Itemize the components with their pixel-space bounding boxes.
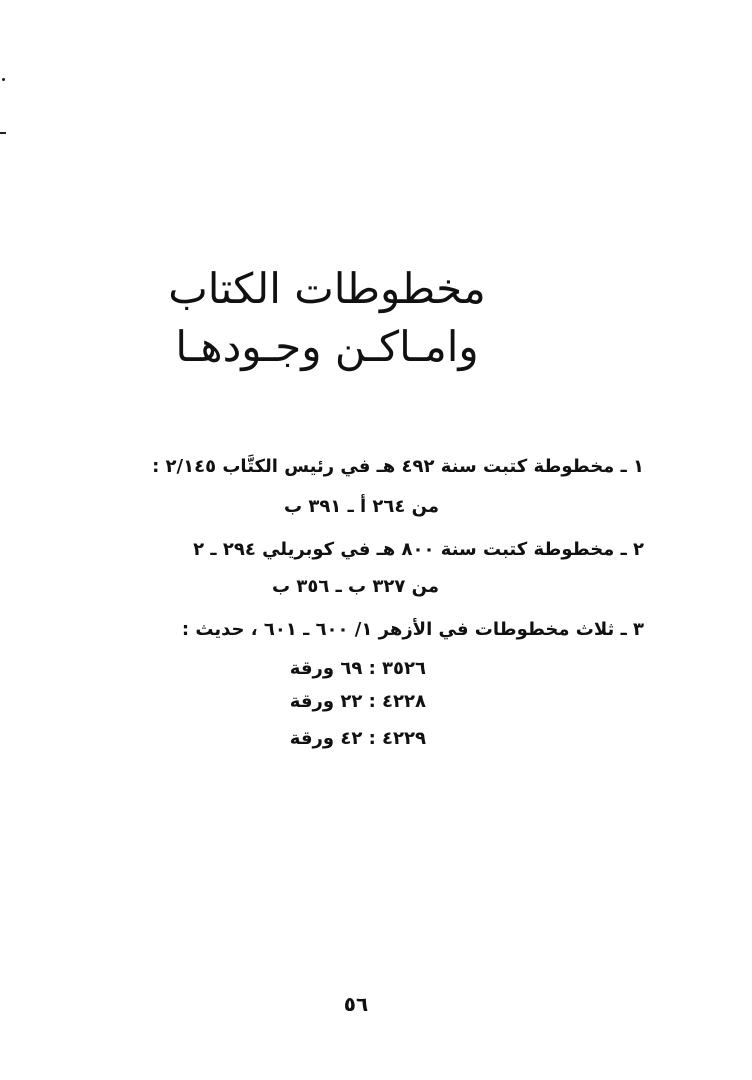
page-title — [147, 260, 507, 376]
manuscript-entry-3: ٤٢٢٩ : ٤٢ ورقة — [289, 728, 426, 749]
list-item-2: ٢ ـ مخطوطة كتبت سنة ٨٠٠ هـ في كوبريلي ٢٩٤ ـ ٢ — [193, 539, 644, 560]
list-item-2-range: من ٣٢٧ ب ـ ٣٥٦ ب — [272, 576, 439, 597]
list-item-1-range: من ٢٦٤ أ ـ ٣٩١ ب — [283, 496, 439, 517]
title-line-2: وامـاكـن وجـودهـا — [175, 322, 479, 371]
page-number: ٥٦ — [343, 992, 369, 1016]
manuscript-entry-2: ٤٢٢٨ : ٢٢ ورقة — [289, 691, 426, 712]
margin-mark-dash — [0, 132, 6, 134]
manuscript-entry-1: ٣٥٢٦ : ٦٩ ورقة — [289, 658, 426, 679]
title-line-1: مخطوطات الكتاب — [168, 264, 486, 313]
list-item-3: ٣ ـ ثلاث مخطوطات في الأزهر ١/ ٦٠٠ ـ ٦٠١ ، حديث : — [181, 619, 644, 640]
list-item-1: ١ ـ مخطوطة كتبت سنة ٤٩٢ هـ في رئيس الكتَّاب ٢/١٤٥ : — [152, 456, 644, 477]
margin-mark-dot — [2, 78, 5, 81]
